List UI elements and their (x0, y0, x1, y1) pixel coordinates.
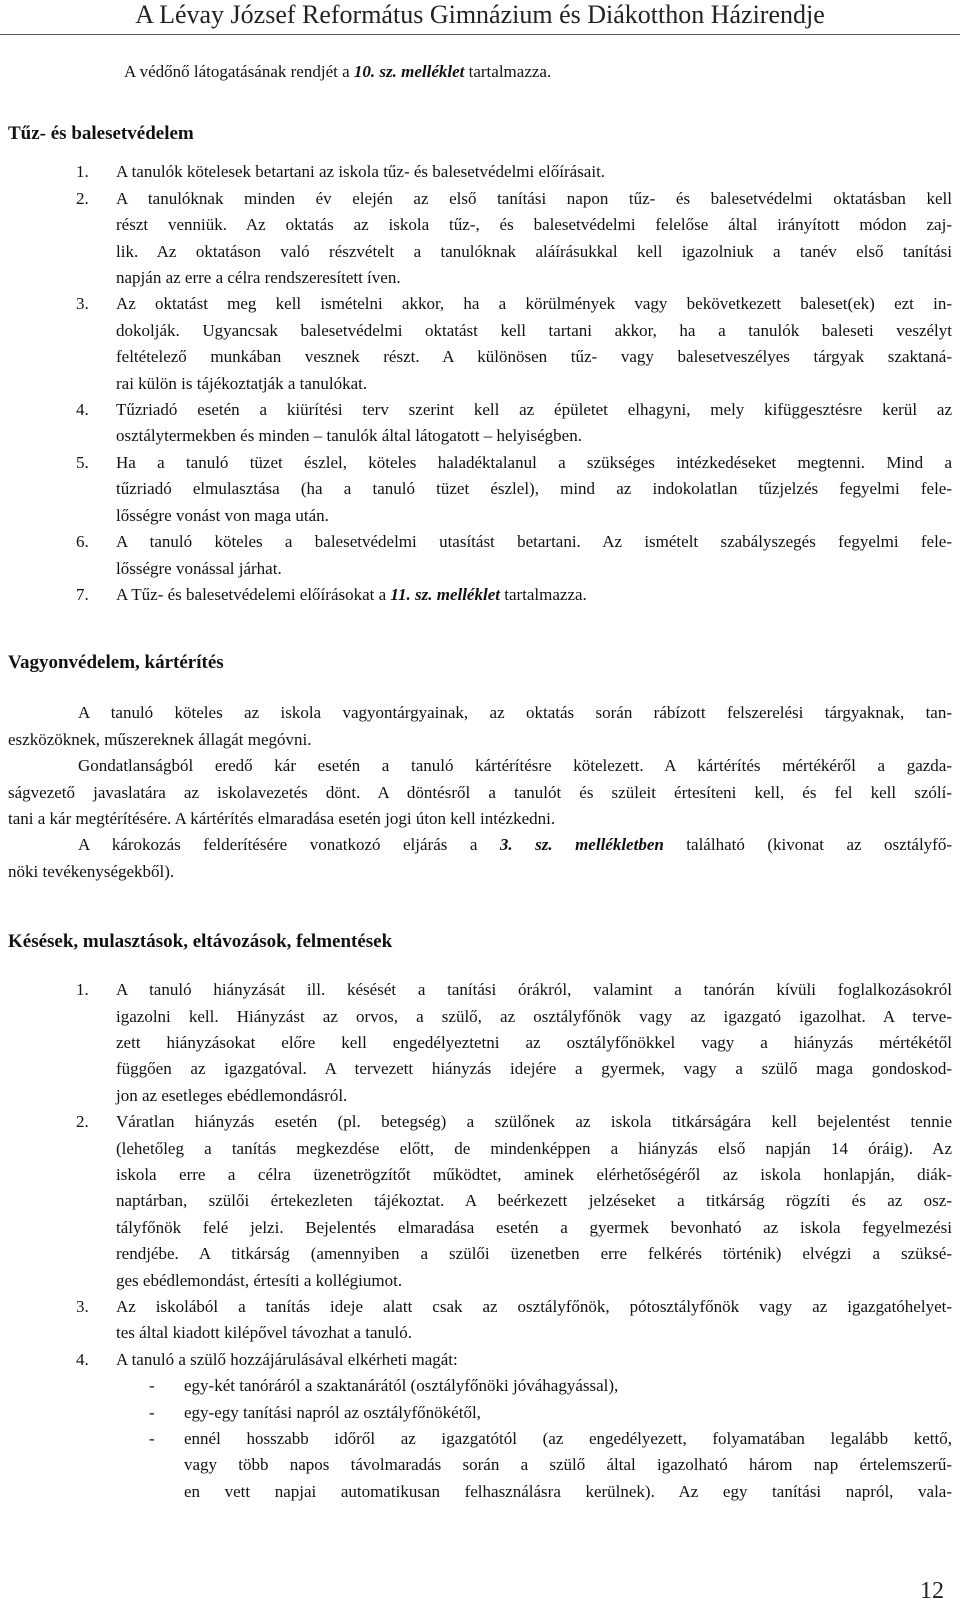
property-p3-post: található (kivonat az osztályfő- (663, 835, 953, 855)
fire-item-3-num: 3. (76, 294, 89, 314)
fire-list (8, 159, 952, 608)
fire-item-3-line: Az oktatást meg kell ismételni akkor, ha a körülmények vagy bekövetkezett baleset(ek) ezt in- (116, 294, 952, 314)
fire-item-5-line: Ha a tanuló tüzet észlel, köteles haladéktalanul a szükséges intézkedéseket megtenni. Mind a (116, 452, 952, 472)
bullet-dash: - (149, 1429, 155, 1449)
property-p1-line: A tanuló köteles az iskola vagyontárgyainak, az oktatás során rábízott felszerelési tárgyaknak, tan- (78, 703, 952, 723)
fire-item-7-post: tartalmazza. (499, 584, 587, 604)
absence-list (8, 977, 952, 1505)
property-p3-line: nöki tevékenységekből). (8, 861, 175, 881)
fire-item-3-line: feltételező munkában vesznek részt. A különösen tűz- vagy balesetveszélyes tárgyak szaktaná- (116, 347, 952, 367)
fire-heading: Tűz- és balesetvédelem (8, 123, 194, 145)
absence-item-1-line: A tanuló hiányzását ill. késését a tanítási órákról, valamint a tanórán kívüli foglalkozásokról (116, 980, 952, 1000)
absence-heading: Késések, mulasztások, eltávozások, felmentések (8, 931, 393, 953)
fire-item-7-pre: A Tűz- és balesetvédelemi előírásokat a (116, 584, 391, 604)
fire-item-7 (8, 582, 952, 608)
absence-item-1-num: 1. (76, 980, 89, 1000)
fire-item-1-line: A tanulók kötelesek betartani az iskola tűz- és balesetvédelmi előírásait. (116, 162, 606, 182)
intro-ref: 10. sz. melléklet (353, 62, 465, 81)
fire-item-1-num: 1. (76, 162, 89, 182)
fire-item-4-line: Tűzriadó esetén a kiürítési terv szerint kell az épületet elhagyni, mely kifüggesztésre kerül az (116, 400, 952, 420)
absence-item-3-line: tes által kiadott kilépővel távozhat a tanuló. (116, 1323, 412, 1343)
fire-item-2-num: 2. (76, 188, 89, 208)
absence-item-3-line: Az iskolából a tanítás ideje alatt csak az osztályfőnök, pótosztályfőnök vagy az igazgatóhelyet- (116, 1297, 952, 1317)
fire-item-7-num: 7. (76, 584, 89, 604)
property-p3-ref: 3. sz. mellékletben (499, 835, 664, 855)
absence-item-2-line: naptárban, szülői értekezleten tájékoztat. A beérkezett jelzéseket a titkárság rögzíti és az osz- (116, 1191, 952, 1211)
fire-item-7-ref: 11. sz. melléklet (390, 584, 500, 604)
fire-item-6 (8, 529, 952, 582)
fire-item-2-line: lik. Az oktatáson való részvételt a tanulóknak aláírásukkal kell igazolniuk a tanév első tanítási (116, 241, 952, 261)
fire-item-6-num: 6. (76, 532, 89, 552)
intro-line (8, 59, 952, 85)
property-p2-line: ságvezető javaslatára az iskolavezetés dönt. A döntésről a tanulót és szüleit értesíteni kell, és fel kell szólí- (8, 782, 952, 802)
absence-bullet-3-line: vagy több napos távolmaradás során a szülő által igazolható három nap értelemszerű- (184, 1455, 952, 1475)
absence-bullet-3-line: en vett napjai automatikusan felhasználásra kerülnek). Az egy tanítási napról, vala- (184, 1481, 952, 1501)
document-page (8, 34, 952, 1505)
absence-item-1-line: igazolni kell. Hiányzást az orvos, a szülő, az osztályfőnök vagy az igazgató igazolhat. A terve- (116, 1006, 952, 1026)
absence-item-2-line: tályfőnök felé jelzi. Bejelentés elmaradása esetén a gyermek bevonható az iskola fegyelmezési (116, 1217, 952, 1237)
fire-item-7-line (116, 582, 952, 608)
property-p3-line (8, 832, 952, 858)
fire-item-2-line: A tanulóknak minden év elején az első tanítási napon tűz- és balesetvédelmi oktatásban kell (116, 188, 952, 208)
fire-item-6-line: A tanuló köteles a balesetvédelmi utasítást betartani. Az ismételt szabályszegés fegyelmi fele- (116, 532, 952, 552)
property-p2-line: Gondatlanságból eredő kár esetén a tanuló kártérítésre kötelezett. A kártérítés mértékéről a gazda- (78, 756, 952, 776)
fire-item-3-line: dokolják. Ugyancsak balesetvédelmi oktatást kell tartani akkor, ha a tanulók baleseti veszélyt (116, 320, 952, 340)
property-section (8, 700, 952, 885)
absence-item-2-num: 2. (76, 1112, 89, 1132)
property-p2-line: tani a kár megtérítésére. A kártérítés elmaradása esetén jogi úton kell intézkedni. (8, 808, 556, 828)
absence-item-2-line: (lehetőleg a tanítás megkezdése előtt, de mindenképpen a hiányzás első napján 14 óráig). Az (116, 1138, 952, 1158)
absence-bullet-2-line: egy-egy tanítási napról az osztályfőnökétől, (184, 1402, 481, 1422)
property-p3-pre: A károkozás felderítésére vonatkozó eljárás a (78, 835, 500, 855)
intro-post: tartalmazza. (464, 62, 552, 81)
fire-item-4-num: 4. (76, 400, 89, 420)
fire-item-3 (8, 291, 952, 397)
absence-item-3-num: 3. (76, 1297, 89, 1317)
fire-item-4-line: osztálytermekben és minden – tanulók által látogatott – helyiségben. (116, 426, 582, 446)
absence-bullet-3-line: ennél hosszabb időről az igazgatótól (az engedélyezett, folyamatában legalább kettő, (184, 1429, 952, 1449)
intro-pre: A védőnő látogatásának rendjét a (124, 62, 354, 81)
bullet-dash: - (149, 1402, 155, 1422)
header-title: A Lévay József Református Gimnázium és Diákotthon Házirendje (135, 0, 825, 29)
page-header (0, 0, 960, 35)
fire-item-5-line: tűzriadó elmulasztása (ha a tanuló tüzet észlel), mind az indokolatlan tűzjelzés fegyelmi fele- (116, 479, 952, 499)
fire-item-5-line: lősségre vonást von maga után. (116, 505, 329, 525)
absence-item-1-line: függően az igazgatóval. A tervezett hiányzás idejére a gyermek, vagy a szülő maga gondoskod- (116, 1059, 952, 1079)
fire-item-2 (8, 186, 952, 292)
property-p1-line: eszközöknek, műszereknek állagát megóvni. (8, 729, 312, 749)
absence-bullet-1-line: egy-két tanóráról a szaktanárától (osztályfőnöki jóváhagyással), (184, 1376, 619, 1396)
absence-bullet-3 (8, 1426, 952, 1505)
page-number: 12 (920, 1578, 944, 1604)
fire-item-4 (8, 397, 952, 450)
absence-item-1 (8, 977, 952, 1109)
fire-item-1 (8, 159, 952, 185)
absence-bullet-2 (8, 1400, 952, 1426)
absence-item-2-line: iskola erre a célra üzenetrögzítőt működtet, aminek elérhetőségéről az iskola honlapján, diák- (116, 1165, 952, 1184)
fire-item-2-line: részt venniük. Az oktatás az iskola tűz-, és balesetvédelmi felelőse által irányított módon zaj- (116, 215, 952, 235)
fire-item-2-line: napján az erre a célra rendszeresített íven. (116, 268, 401, 288)
absence-item-2-line: ges ebédlemondást, értesíti a kollégiumot. (116, 1270, 403, 1290)
fire-item-6-line: lősségre vonással járhat. (116, 558, 282, 578)
bullet-dash: - (149, 1376, 155, 1396)
absence-item-2-line: rendjébe. A titkárság (amennyiben a szülői üzenetben erre felkérés történik) elvégzi a szüksé- (116, 1244, 952, 1264)
absence-item-1-line: zett hiányzásokat előre kell engedélyeztetni az osztályfőnökkel vagy a hiányzás mértékétől (116, 1032, 952, 1052)
fire-item-5 (8, 450, 952, 529)
absence-bullet-1 (8, 1373, 952, 1399)
absence-item-3 (8, 1294, 952, 1347)
absence-item-4-num: 4. (76, 1349, 89, 1369)
absence-item-4-line: A tanuló a szülő hozzájárulásával elkérheti magát: (116, 1349, 458, 1369)
absence-item-2-line: Váratlan hiányzás esetén (pl. betegség) a szülőnek az iskola titkárságára kell bejelentést tennie (116, 1112, 952, 1132)
absence-item-4 (8, 1347, 952, 1373)
fire-item-3-line: rai külön is tájékoztatják a tanulókat. (116, 373, 368, 393)
absence-item-1-line: jon az esetleges ebédlemondásról. (116, 1085, 348, 1105)
property-heading: Vagyonvédelem, kártérítés (8, 652, 224, 674)
absence-item-2 (8, 1109, 952, 1294)
fire-item-5-num: 5. (76, 452, 89, 472)
